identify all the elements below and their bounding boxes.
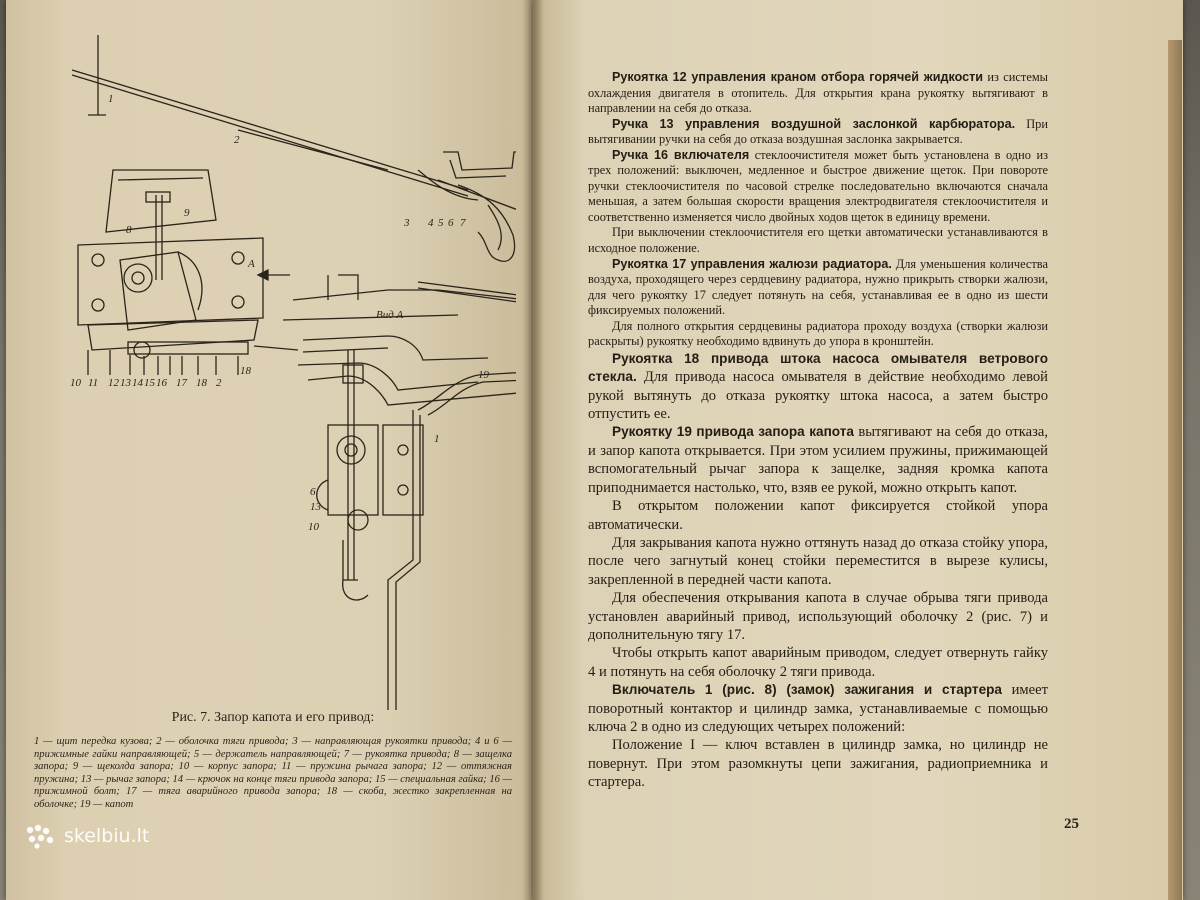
caption-legend: 1 — щит передка кузова; 2 — оболочка тяги привода; 3 — направляющая рукоятки привода; 4 и 6 — прижимные гайки направляющей; 5 — держатель направляющей; 7 — рукоятка привода; 8 — защелка запора; 9 — щеколда запора; 10 — корпус запора; 11 — пружина рычага запора; 12 — оттяжная пружина; 13 — рычаг запора; 14 — крючок на конце тяги привода запора; 15 — специальная гайка; 16 — прижимной болт; 17 — тяга аварийного привода запора; 18 — скоба, жестко закрепленная на оболочке; 19 — капот: [34, 736, 512, 810]
label-8: 8: [126, 224, 132, 236]
label-3: 3: [404, 217, 410, 229]
heading-handle-13: Ручка 13 управления воздушной заслонкой карбюратора.: [612, 116, 1016, 131]
label-18: 18: [196, 377, 207, 389]
paragraph: Чтобы открыть капот аварийным приводом, следует отвернуть гайку 4 и потянуть на себя оболочку 2 тяги привода.: [588, 645, 1048, 680]
paragraph-text: вытягивают на себя до отказа, и запор капота открывается. При этом усилием пружины, прижимающей вспомогательный рычаг запора к защелке, задняя кромка капота приподнимается настолько, что, взяв ее рукой, можно открыть капот.: [588, 424, 1048, 496]
paragraph: Для закрывания капота нужно оттянуть назад до отказа стойку упора, после чего загнутый конец стойки переместится в вырезе кулисы, закрепленной в передней части капота.: [588, 534, 1048, 588]
label-r10: 10: [308, 521, 319, 533]
label-17: 17: [176, 377, 187, 389]
view-a-label: Вид А: [376, 309, 404, 321]
watermark-text: skelbiu.lt: [64, 825, 150, 847]
heading-handle-19: Рукоятку 19 привода запора капота: [612, 424, 854, 440]
label-13: 13: [120, 377, 131, 389]
skelbiu-logo-icon: [24, 822, 58, 850]
label-7: 7: [460, 217, 466, 229]
heading-handle-17: Рукоятка 17 управления жалюзи радиатора.: [612, 256, 892, 271]
paragraph: При выключении стеклоочистителя его щетки автоматически устанавливаются в исходное положение.: [588, 225, 1048, 256]
label-14: 14: [132, 377, 143, 389]
figure-caption: [34, 710, 512, 812]
label-18b: 18: [240, 365, 251, 377]
right-page-text: [588, 70, 1048, 792]
page-edges: [1168, 40, 1182, 900]
label-9: 9: [184, 207, 190, 219]
label-2: 2: [234, 134, 240, 146]
paragraph-text: имеет поворотный контактор и цилиндр замка, устанавливаемые с помощью ключа 2 в одно из следующих четырех положений:: [588, 682, 1049, 735]
label-16: 16: [156, 377, 167, 389]
paragraph: Для обеспечения открывания капота в случае обрыва тяги привода установлен аварийный привод, использующий оболочку 2 (рис. 7) и дополнительную тягу 17.: [588, 590, 1048, 643]
book-spine: [522, 0, 544, 900]
heading-switch-1: Включатель 1 (рис. 8) (замок) зажигания и стартера: [612, 682, 1002, 698]
label-r6: 6: [310, 486, 316, 498]
label-11: 11: [88, 377, 99, 389]
heading-handle-16: Ручка 16 включателя: [612, 147, 750, 162]
paragraph: Положение I — ключ вставлен в цилиндр замка, но цилиндр не повернут. При этом разомкнуты цепи зажигания, радиоприемника и стартера.: [588, 737, 1048, 791]
page-number: 25: [1064, 816, 1079, 832]
paragraph-text: При вытягивании ручки на себя до отказа воздушная заслонка закрывается.: [588, 116, 1048, 147]
label-2b: 2: [216, 377, 222, 389]
paragraph: Для полного открытия сердцевины радиатора проходу воздуха (створки жалюзи раскрыты) рукоятку необходимо вдвинуть до упора в кронштейн.: [588, 318, 1048, 349]
label-6: 6: [448, 217, 454, 229]
paragraph-text: Для привода насоса омывателя в действие необходимо левой рукой вытянуть до отказа рукоятку штока насоса, а затем быстро отпустить ее.: [588, 369, 1048, 423]
caption-title: Рис. 7. Запор капота и его привод:: [171, 710, 375, 725]
view-a-assembly: [283, 275, 516, 710]
label-r13: 13: [310, 501, 321, 513]
paragraph-text: Для уменьшения количества воздуха, проходящего через сердцевину радиатора, нужно прикрыть створки жалюзи, для чего рукоятку 17 следует потянуть на себя, устанавливая ее в одно из шести фиксируемых положений.: [588, 256, 1048, 318]
technical-drawing: [58, 20, 516, 710]
heading-handle-18: Рукоятка 18 привода штока насоса омывателя ветрового стекла.: [588, 350, 1048, 385]
heading-handle-12: Рукоятка 12 управления краном отбора горячей жидкости: [612, 70, 984, 84]
paragraph-text: стеклоочистителя может быть установлена в одно из трех положений: выключен, медленное и быстрое движение щеток. При повороте ручки стеклоочистителя по часовой стрелке последовательно включаются сначала меньшая, а затем большая скорости вращения электродвигателя стеклоочистителя и соответственно изменяется число двойных ходов щеток в единицу времени.: [588, 147, 1048, 224]
label-1: 1: [108, 93, 114, 105]
watermark: [24, 822, 149, 850]
label-12: 12: [108, 377, 119, 389]
label-r1: 1: [434, 433, 440, 445]
label-10: 10: [70, 377, 81, 389]
paragraph: В открытом положении капот фиксируется стойкой упора автоматически.: [588, 498, 1048, 533]
label-19: 19: [478, 369, 489, 381]
label-15: 15: [144, 377, 155, 389]
arrow-a-label: А: [248, 258, 255, 270]
label-4: 4: [428, 217, 434, 229]
label-5: 5: [438, 217, 444, 229]
paragraph-text: из системы охлаждения двигателя в отопитель. Для открытия крана рукоятку вытягивают в направлении на себя до отказа.: [588, 70, 1048, 116]
